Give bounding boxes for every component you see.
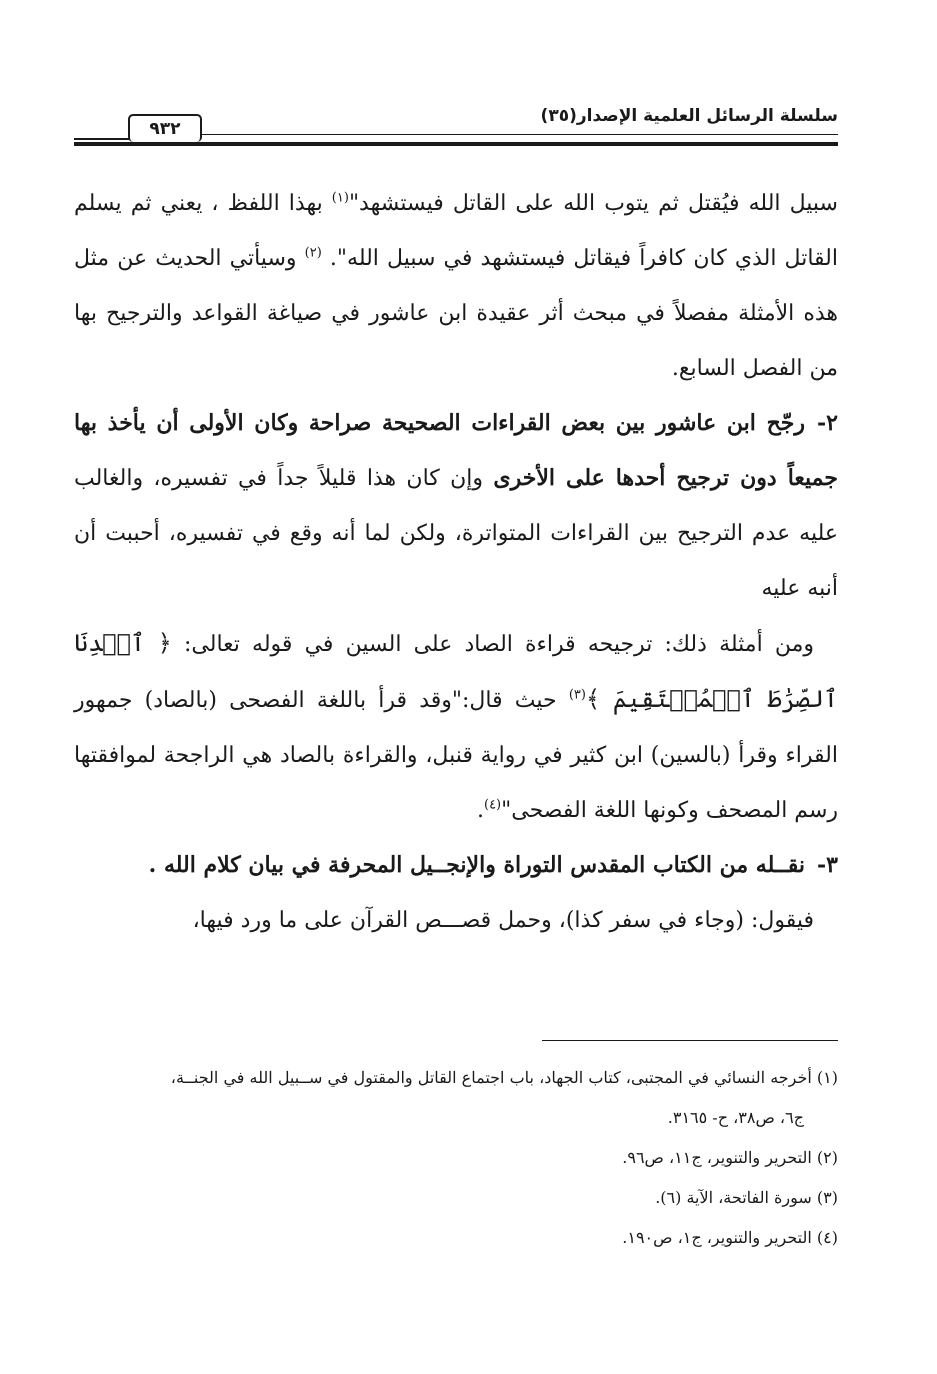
footnotes <box>74 1062 838 1262</box>
footnote-ref-3[interactable]: (٣) <box>568 687 586 703</box>
item-3-heading: نقــله من الكتاب المقدس التوراة والإنجــيل المحرفة في بيان كلام الله . <box>148 852 806 878</box>
item-number: ٢- <box>817 410 838 436</box>
item-number: ٣- <box>817 852 838 878</box>
item-2: ٢-رجّح ابن عاشور بين بعض القراءات الصحيحة صراحة وكان الأولى أن يأخذ بها جميعاً دون ترجيح أحدها على الأخرى وإن كان هذا قليلاً جداً في تفسيره، والغالب عليه عدم الترجيح بين القراءات المتواترة، ولكن لما أنه وقع في تفسيره، أحببت أن أنبه عليه <box>74 410 838 601</box>
footnote-ref-2[interactable]: (٢) <box>304 245 322 261</box>
item-2-heading: رجّح ابن عاشور بين بعض القراءات الصحيحة صراحة وكان الأولى أن يأخذ بها جميعاً دون ترجيح أحدها على الأخرى <box>74 410 838 491</box>
footnote-4: (٤) التحرير والتنوير، ج١، ص١٩٠. <box>622 1228 838 1247</box>
example-paragraph: ومن أمثلة ذلك: ترجيحه قراءة الصاد على السين في قوله تعالى: ﴿ ٱهۡدِنَا ٱلصِّرَٰطَ ٱلۡمُسۡتَقِيمَ ﴾$^{(٣)}$ حيث قال:"وقد قرأ باللغة الفصحى (بالصاد) جمهور القراء وقرأ (بالسين) ابن كثير في رواية قنبل، والقراءة بالصاد هي الراجحة لموافقتها رسم المصحف وكونها اللغة الفصحى"$^{(٤)}$. <box>74 629 838 823</box>
footnote-separator <box>542 1040 838 1041</box>
footnote-ref-4[interactable]: (٤) <box>483 797 502 813</box>
header-rule-thick <box>74 142 838 146</box>
footnote-ref-1[interactable]: (١) <box>331 190 349 206</box>
paragraph-1: سبيل الله فيُقتل ثم يتوب الله على القاتل فيستشهد"$^{(١)}$ بهذا اللفظ ، يعني ثم يسلم القاتل الذي كان كافراً فيقاتل فيستشهد في سبيل الله". $^{(٢)}$ وسيأتي الحديث عن مثل هذه الأمثلة مفصلاً في مبحث أثر عقيدة ابن عاشور في صياغة القواعد والترجيح بها من الفصل السابع. <box>74 190 838 381</box>
header-rule-thin <box>198 134 838 135</box>
header-rule-short <box>74 138 130 140</box>
footnote-3: (٣) سورة الفاتحة، الآية (٦). <box>655 1188 838 1207</box>
footnote-2: (٢) التحرير والتنوير، ج١١، ص٩٦. <box>622 1148 838 1167</box>
series-title: سلسلة الرسائل العلمية الإصدار(٣٥) <box>540 106 838 126</box>
page-number: ٩٣٢ <box>128 114 202 142</box>
item-3 <box>74 838 838 893</box>
quran-verse: ﴿ ٱهۡدِنَا ٱلصِّرَٰطَ ٱلۡمُسۡتَقِيمَ ﴾ <box>74 629 838 713</box>
main-text <box>74 176 838 948</box>
footnote-1-continued: ج٦، ص٣٨، ح- ٣١٦٥. <box>667 1108 804 1127</box>
footnote-1: (١) أخرجه النسائي في المجتبى، كتاب الجهاد، باب اجتماع القاتل والمقتول في ســبيل الله في الجنــة، <box>170 1068 838 1087</box>
item-3-text: فيقول: (وجاء في سفر كذا)، وحمل قصـــص القرآن على ما ورد فيها، <box>192 908 814 933</box>
page-header <box>74 100 838 152</box>
